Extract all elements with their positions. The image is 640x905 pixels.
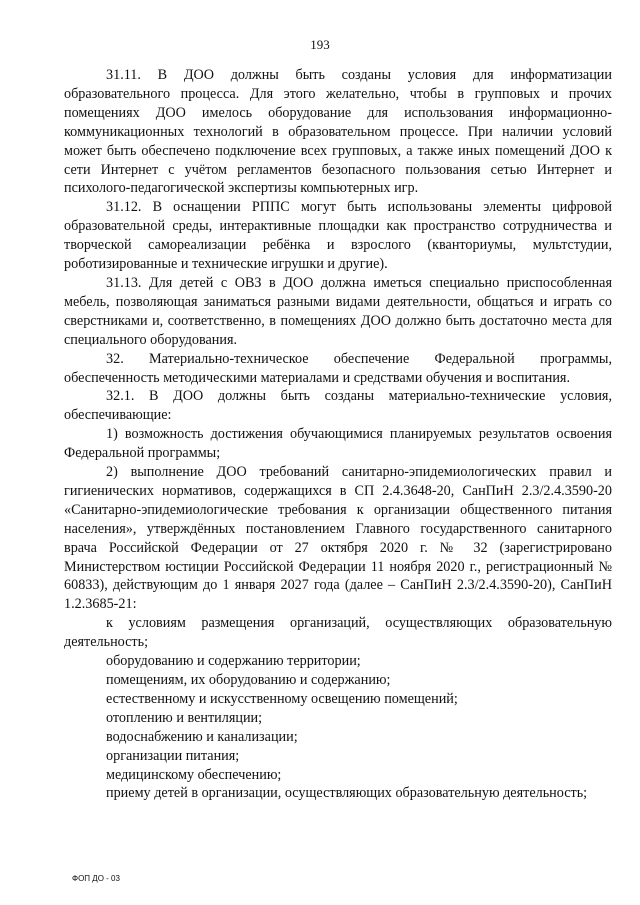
list-item: водоснабжению и канализации; — [106, 728, 298, 745]
paragraph-32-1: 32.1. В ДОО должны быть созданы материально-технические условия, обеспечивающие: — [64, 388, 612, 424]
list-item: организации питания; — [106, 747, 240, 764]
footer-code: ФОП ДО - 03 — [72, 874, 120, 883]
paragraph-31-13: 31.13. Для детей с ОВЗ в ДОО должна иметься специально приспособленная мебель, позволяющая заниматься разными видами деятельности, общаться и играть со сверстниками и, соответственно, в помещениях ДОО должно быть достаточно места для специального оборудования. — [64, 274, 612, 348]
page-number: 193 — [310, 37, 330, 52]
list-item: приему детей в организации, осуществляющих образовательную деятельность; — [106, 785, 588, 802]
list-item: помещениям, их оборудованию и содержанию; — [106, 672, 391, 688]
paragraph-31-12: 31.12. В оснащении РППС могут быть использованы элементы цифровой образовательной среды, интерактивные площадки как пространство сотрудничества и творческой самореализации ребёнка и взрослого (кванториумы, мультстудии, роботизированные и технические игрушки и другие). — [64, 199, 612, 273]
list-item: медицинскому обеспечению; — [106, 766, 282, 783]
body-text — [64, 66, 612, 803]
paragraph-placement-conditions: к условиям размещения организаций, осуществляющих образовательную деятельность; — [64, 615, 612, 651]
paragraph-item-1: 1) возможность достижения обучающимися планируемых результатов освоения Федеральной программы; — [64, 426, 612, 462]
list-item: естественному и искусственному освещению помещений; — [106, 690, 458, 707]
paragraph-31-11: 31.11. В ДОО должны быть созданы условия для информатизации образовательного процесса. Для этого желательно, чтобы в групповых и прочих помещениях ДОО имелось оборудование для использования информационно-коммуникационных технологий в образовательном процессе. При наличии условий может быть обеспечено подключение всех групповых, а также иных помещений ДОО к сети Интернет с учётом регламентов безопасного пользования сетью Интернет и психолого-педагогической экспертизы компьютерных игр. — [64, 67, 612, 197]
paragraph-item-2: 2) выполнение ДОО требований санитарно-эпидемиологических правил и гигиенических нормативов, содержащихся в СП 2.4.3648-20, СанПиН 2.3/2.4.3590-20 «Санитарно-эпидемиологические требования к организации общественного питания населения», утверждённых постановлением Главного государственного санитарного врача Российской Федерации от 27 октября 2020 г. № 32 (зарегистрировано Министерством юстиции Российской Федерации 11 ноября 2020 г., регистрационный № 60833), действующим до 1 января 2027 года (далее – СанПиН 2.3/2.4.3590-20), СанПиН 1.2.3685-21: — [64, 464, 612, 613]
paragraph-32: 32. Материально-техническое обеспечение Федеральной программы, обеспеченность методическими материалами и средствами обучения и воспитания. — [64, 350, 612, 386]
list-item: оборудованию и содержанию территории; — [106, 653, 361, 670]
list-item: отоплению и вентиляции; — [106, 709, 263, 726]
